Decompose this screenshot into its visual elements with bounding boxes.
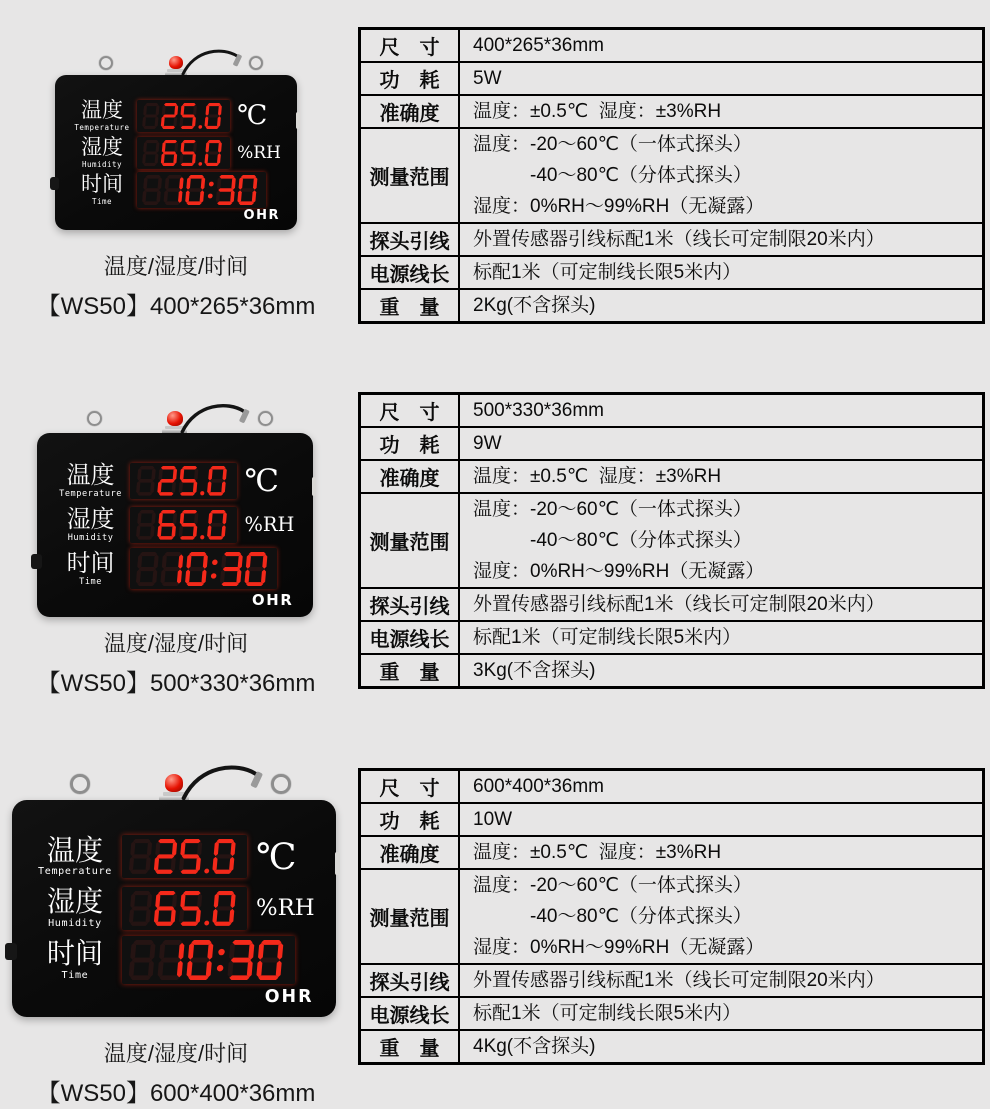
spec-value-line: 5W bbox=[473, 68, 502, 89]
product-image-ws50-400 bbox=[55, 49, 297, 230]
panel-top-accessories bbox=[37, 403, 313, 433]
panel-top-accessories bbox=[55, 49, 297, 75]
time-label bbox=[28, 939, 122, 981]
spec-row-label: 准确度 bbox=[361, 96, 460, 127]
time-label-en: Time bbox=[91, 196, 113, 206]
time-led-display bbox=[122, 936, 295, 984]
spec-row bbox=[361, 965, 982, 998]
spec-row-label: 探头引线 bbox=[361, 965, 460, 996]
caption-type: 温度/湿度/时间 bbox=[103, 1041, 249, 1066]
spec-value-line: 3Kg(不含探头) bbox=[473, 660, 596, 681]
mount-ring-icon bbox=[99, 56, 113, 70]
spec-value-line: 湿度：0%RH～99%RH（无凝露） bbox=[473, 561, 765, 582]
spec-value-line: -40～80℃（分体式探头） bbox=[530, 165, 752, 186]
spec-row-label: 探头引线 bbox=[361, 589, 460, 620]
humidity-label-en: Humidity bbox=[48, 918, 102, 930]
spec-value-line: 标配1米（可定制线长限5米内） bbox=[473, 1003, 742, 1024]
spec-value-line: 温度：-20～60℃（一体式探头） bbox=[473, 499, 752, 520]
spec-row-value bbox=[460, 622, 982, 653]
temperature-label-zh: 温度 bbox=[81, 98, 123, 123]
humidity-label-en: Humidity bbox=[67, 532, 114, 543]
product-image-ws50-500 bbox=[37, 403, 313, 617]
spec-row-label: 功 耗 bbox=[361, 804, 460, 835]
time-led-display bbox=[137, 172, 266, 208]
mount-ring-icon bbox=[271, 774, 290, 793]
humidity-label-en: Humidity bbox=[81, 159, 123, 169]
spec-value-line: 温度：-20～60℃（一体式探头） bbox=[473, 134, 752, 155]
spec-row bbox=[361, 224, 982, 257]
spec-row-label: 尺 寸 bbox=[361, 395, 460, 426]
humidity-unit: %RH bbox=[255, 895, 315, 922]
spec-value-line: 500*330*36mm bbox=[473, 400, 604, 421]
mount-ring-icon bbox=[87, 411, 102, 426]
spec-row-value bbox=[460, 224, 982, 255]
caption-type: 温度/湿度/时间 bbox=[103, 631, 249, 656]
spec-row-value bbox=[460, 428, 982, 459]
spec-row-value bbox=[460, 965, 982, 996]
brand-logo: OHR bbox=[251, 591, 294, 609]
spec-row-label: 尺 寸 bbox=[361, 771, 460, 802]
spec-value-line: -40～80℃（分体式探头） bbox=[530, 530, 752, 551]
spec-row-label: 尺 寸 bbox=[361, 30, 460, 61]
temperature-label bbox=[67, 99, 137, 131]
time-label-zh: 时间 bbox=[81, 172, 123, 197]
humidity-label-zh: 湿度 bbox=[81, 135, 123, 160]
spec-value-line: 湿度：0%RH～99%RH（无凝露） bbox=[473, 937, 765, 958]
spec-value-line: 标配1米（可定制线长限5米内） bbox=[473, 262, 742, 283]
spec-value-line: 温度：±0.5℃ 湿度：±3%RH bbox=[473, 466, 722, 487]
temperature-led-display bbox=[137, 100, 230, 132]
temperature-row bbox=[37, 459, 313, 503]
temperature-row bbox=[12, 831, 336, 883]
temperature-label-en: Temperature bbox=[59, 488, 122, 499]
spec-row bbox=[361, 622, 982, 655]
temperature-label bbox=[51, 460, 131, 499]
caption-section-3 bbox=[0, 1037, 352, 1108]
spec-value-line: 600*400*36mm bbox=[473, 776, 604, 797]
time-label bbox=[67, 173, 137, 205]
spec-row-value bbox=[460, 998, 982, 1029]
spec-row-value bbox=[460, 395, 982, 426]
temperature-label-zh: 温度 bbox=[46, 833, 104, 867]
spec-value-line: 外置传感器引线标配1米（线长可定制限20米内） bbox=[473, 229, 885, 250]
spec-value-line: 9W bbox=[473, 433, 502, 454]
led-panel bbox=[37, 433, 313, 617]
humidity-label bbox=[51, 504, 131, 543]
spec-row bbox=[361, 63, 982, 96]
time-label bbox=[51, 548, 131, 587]
temperature-unit: ℃ bbox=[237, 100, 268, 131]
spec-row-label: 电源线长 bbox=[361, 257, 460, 288]
temperature-label-en: Temperature bbox=[38, 866, 112, 878]
humidity-label bbox=[28, 887, 122, 929]
spec-row-value bbox=[460, 257, 982, 288]
probe-cable-icon bbox=[181, 762, 286, 800]
temperature-led-display bbox=[122, 835, 247, 878]
spec-row-value bbox=[460, 461, 982, 492]
brand-logo: OHR bbox=[243, 208, 280, 223]
time-led-display bbox=[130, 548, 277, 589]
spec-row-value bbox=[460, 804, 982, 835]
spec-row-value bbox=[460, 771, 982, 802]
spec-table-ws50-400 bbox=[358, 27, 985, 324]
spec-value-line: 温度：-20～60℃（一体式探头） bbox=[473, 875, 752, 896]
humidity-led-display bbox=[137, 137, 230, 169]
spec-row-label: 测量范围 bbox=[361, 870, 460, 963]
mount-ring-icon bbox=[258, 411, 273, 426]
time-row bbox=[55, 171, 297, 208]
caption-section-1 bbox=[0, 250, 352, 321]
humidity-row bbox=[55, 134, 297, 171]
time-label-en: Time bbox=[61, 970, 89, 982]
spec-row-label: 重 量 bbox=[361, 1031, 460, 1062]
humidity-led-display bbox=[122, 887, 247, 930]
spec-row-label: 重 量 bbox=[361, 655, 460, 686]
spec-row-label: 测量范围 bbox=[361, 129, 460, 222]
temperature-label bbox=[28, 833, 122, 878]
temperature-label-zh: 温度 bbox=[66, 460, 115, 489]
spec-value-line: 标配1米（可定制线长限5米内） bbox=[473, 627, 742, 648]
spec-row bbox=[361, 494, 982, 589]
spec-row bbox=[361, 30, 982, 63]
spec-row-value bbox=[460, 290, 982, 321]
spec-row bbox=[361, 589, 982, 622]
spec-row-value bbox=[460, 837, 982, 868]
product-image-ws50-600 bbox=[12, 765, 336, 1017]
temperature-unit: ℃ bbox=[255, 835, 297, 879]
spec-row-value bbox=[460, 494, 982, 587]
spec-row bbox=[361, 290, 982, 321]
caption-model-size: 【WS50】400*265*36mm bbox=[36, 293, 316, 320]
spec-value-line: 温度：±0.5℃ 湿度：±3%RH bbox=[473, 842, 722, 863]
spec-row-label: 重 量 bbox=[361, 290, 460, 321]
spec-row-value bbox=[460, 129, 982, 222]
spec-row bbox=[361, 804, 982, 837]
spec-row-value bbox=[460, 30, 982, 61]
caption-type: 温度/湿度/时间 bbox=[103, 254, 249, 279]
caption-model-size: 【WS50】500*330*36mm bbox=[36, 670, 316, 697]
spec-row-value bbox=[460, 655, 982, 686]
brand-logo: OHR bbox=[264, 987, 314, 1008]
temperature-label-en: Temperature bbox=[74, 122, 130, 132]
time-row bbox=[37, 547, 313, 591]
humidity-label-zh: 湿度 bbox=[46, 885, 104, 919]
time-row bbox=[12, 934, 336, 986]
humidity-label bbox=[67, 136, 137, 168]
humidity-led-display bbox=[130, 507, 236, 543]
spec-row-value bbox=[460, 870, 982, 963]
spec-row bbox=[361, 998, 982, 1031]
time-label-zh: 时间 bbox=[66, 548, 115, 577]
caption-model-size: 【WS50】600*400*36mm bbox=[36, 1080, 316, 1107]
spec-row bbox=[361, 395, 982, 428]
spec-row bbox=[361, 655, 982, 686]
panel-top-accessories bbox=[12, 765, 336, 800]
spec-row-label: 准确度 bbox=[361, 461, 460, 492]
spec-row bbox=[361, 257, 982, 290]
spec-value-line: 10W bbox=[473, 809, 513, 830]
spec-row-value bbox=[460, 96, 982, 127]
spec-row bbox=[361, 129, 982, 224]
led-panel bbox=[12, 800, 336, 1017]
spec-table-ws50-600 bbox=[358, 768, 985, 1065]
spec-row-value bbox=[460, 589, 982, 620]
spec-row bbox=[361, 771, 982, 804]
spec-row-label: 功 耗 bbox=[361, 428, 460, 459]
spec-value-line: -40～80℃（分体式探头） bbox=[530, 906, 752, 927]
spec-row bbox=[361, 837, 982, 870]
time-label-zh: 时间 bbox=[46, 937, 104, 971]
spec-value-line: 温度：±0.5℃ 湿度：±3%RH bbox=[473, 101, 722, 122]
spec-row-label: 电源线长 bbox=[361, 998, 460, 1029]
spec-value-line: 2Kg(不含探头) bbox=[473, 295, 596, 316]
time-label-en: Time bbox=[79, 576, 102, 587]
temperature-unit: ℃ bbox=[244, 462, 279, 499]
spec-row bbox=[361, 1031, 982, 1062]
spec-value-line: 400*265*36mm bbox=[473, 35, 604, 56]
spec-value-line: 湿度：0%RH～99%RH（无凝露） bbox=[473, 196, 765, 217]
spec-table-ws50-500 bbox=[358, 392, 985, 689]
humidity-label-zh: 湿度 bbox=[66, 504, 115, 533]
spec-row bbox=[361, 96, 982, 129]
probe-cable-icon bbox=[181, 47, 259, 75]
spec-row-label: 功 耗 bbox=[361, 63, 460, 94]
probe-cable-icon bbox=[180, 401, 269, 433]
temperature-led-display bbox=[130, 463, 236, 499]
spec-row-label: 探头引线 bbox=[361, 224, 460, 255]
mount-ring-icon bbox=[70, 774, 89, 793]
caption-section-2 bbox=[0, 627, 352, 698]
spec-row-value bbox=[460, 63, 982, 94]
humidity-row bbox=[12, 882, 336, 934]
spec-value-line: 外置传感器引线标配1米（线长可定制限20米内） bbox=[473, 970, 885, 991]
led-panel bbox=[55, 75, 297, 230]
spec-row-label: 电源线长 bbox=[361, 622, 460, 653]
humidity-unit: %RH bbox=[244, 513, 295, 537]
spec-row bbox=[361, 870, 982, 965]
humidity-unit: %RH bbox=[237, 142, 281, 163]
spec-row bbox=[361, 461, 982, 494]
spec-row bbox=[361, 428, 982, 461]
spec-row-value bbox=[460, 1031, 982, 1062]
mount-ring-icon bbox=[249, 56, 263, 70]
spec-row-label: 准确度 bbox=[361, 837, 460, 868]
humidity-row bbox=[37, 503, 313, 547]
spec-value-line: 4Kg(不含探头) bbox=[473, 1036, 596, 1057]
spec-value-line: 外置传感器引线标配1米（线长可定制限20米内） bbox=[473, 594, 885, 615]
temperature-row bbox=[55, 97, 297, 134]
spec-row-label: 测量范围 bbox=[361, 494, 460, 587]
